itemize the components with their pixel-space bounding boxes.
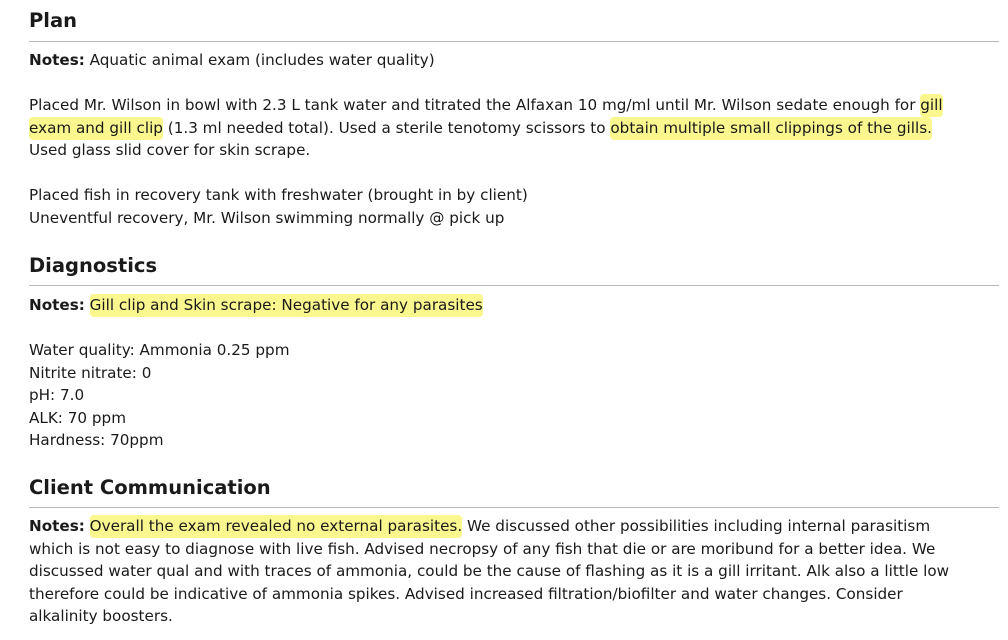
plan-notes [29,49,994,72]
diagnostics-heading: Diagnostics [29,254,158,277]
client-line1-rest: We discussed other possibilities including internal parasitism [462,517,931,535]
diagnostics-divider [29,285,999,286]
client-communication-notes [29,515,994,628]
water-ph: pH: 7.0 [29,386,85,404]
plan-divider [29,41,999,42]
diagnostics-notes-label: Notes: [29,296,85,314]
plan-procedure [29,94,994,162]
plan-notes-label: Notes: [29,51,85,69]
water-alk: ALK: 70 ppm [29,408,126,427]
diagnostics-highlight: Gill clip and Skin scrape: Negative for any parasites [90,294,483,317]
water-quality-list [29,339,994,452]
water-hardness: Hardness: 70ppm [29,431,164,449]
recovery-line2: Uneventful recovery, Mr. Wilson swimming normally @ pick up [29,208,505,227]
plan-recovery [29,184,994,229]
recovery-line1: Placed fish in recovery tank with freshwater (brought in by client) [29,186,528,204]
water-ammonia: Water quality: Ammonia 0.25 ppm [29,341,290,359]
client-line4: therefore could be indicative of ammonia spikes. Advised increased filtration/biofilter and water changes. Consider [29,584,903,603]
procedure-line1-text: Placed Mr. Wilson in bowl with 2.3 L tank water and titrated the Alfaxan 10 mg/ml until Mr. Wilson sedate enough for [29,96,921,114]
procedure-highlight-clippings: obtain multiple small clippings of the gills. [610,117,932,140]
client-communication-heading: Client Communication [29,476,271,499]
plan-notes-text: Aquatic animal exam (includes water quality) [84,51,435,69]
client-line3: discussed water qual and with traces of ammonia, could be the cause of flashing as it is a gill irritant. Alk also a little low [29,562,950,580]
procedure-line2-text: (1.3 ml needed total). Used a sterile tenotomy scissors to [162,118,611,137]
water-nitrite: Nitrite nitrate: 0 [29,363,152,382]
procedure-line3: Used glass slid cover for skin scrape. [29,141,311,159]
client-communication-divider [29,507,999,508]
plan-heading: Plan [29,9,78,32]
client-notes-label: Notes: [29,517,85,535]
client-highlight: Overall the exam revealed no external parasites. [90,515,463,538]
client-line5: alkalinity boosters. [29,607,173,625]
procedure-highlight-exam: exam and gill clip [29,117,163,140]
diagnostics-notes [29,294,994,317]
client-line2: which is not easy to diagnose with live fish. Advised necropsy of any fish that die or are moribund for a better idea. We [29,539,936,558]
procedure-highlight-gill: gill [920,94,942,117]
